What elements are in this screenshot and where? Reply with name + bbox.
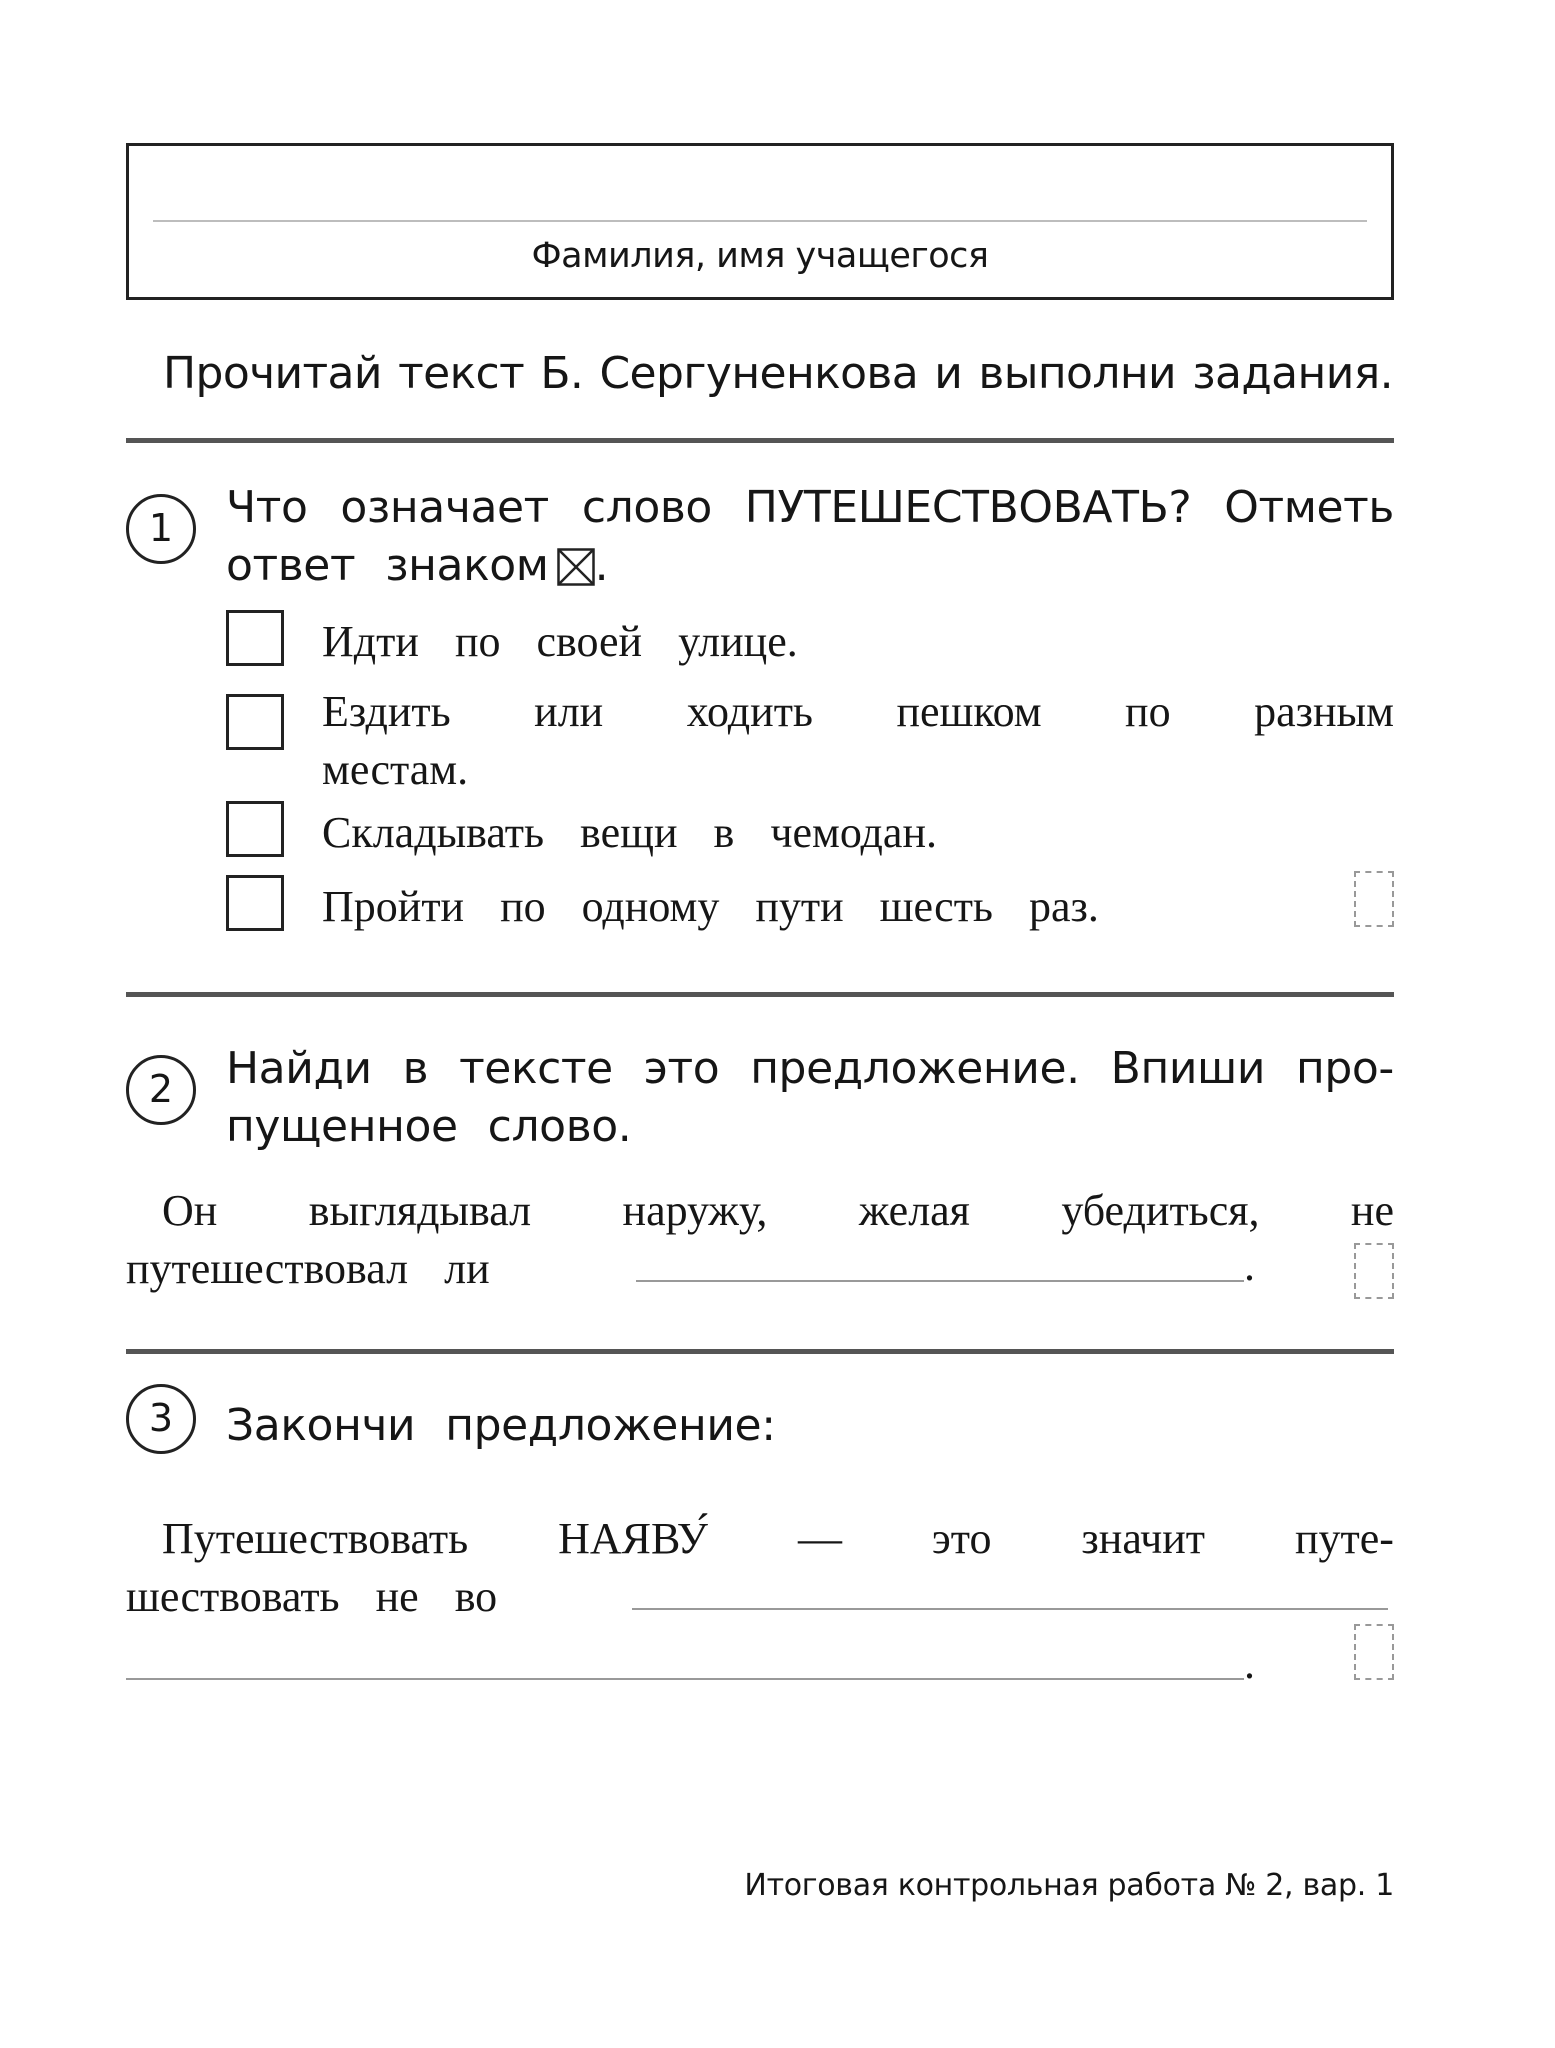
task-2-question: Найди в тексте это предложение. Впиши про- пущенное слово.	[226, 1042, 1394, 1152]
option-1-checkbox[interactable]	[226, 610, 284, 666]
task-1-score-box[interactable]	[1354, 871, 1394, 927]
task-3-answer-line-2[interactable]	[126, 1678, 1244, 1680]
student-name-line	[153, 220, 1367, 222]
option-4-text: Пройти по одному пути шесть раз.	[322, 881, 1099, 931]
option-2-text: Ездить или ходить пешком по разным местам.	[322, 686, 1394, 794]
option-1-text: Идти по своей улице.	[322, 616, 798, 666]
cross-mark-box-icon	[557, 548, 595, 586]
footer-text: Итоговая контрольная работа № 2, вар. 1	[744, 1868, 1394, 1903]
option-4-checkbox[interactable]	[226, 875, 284, 931]
task-2-answer-line[interactable]	[636, 1280, 1244, 1282]
option-2-checkbox[interactable]	[226, 694, 284, 750]
task-3-answer-line-1[interactable]	[632, 1608, 1388, 1610]
task-3-number: 3	[126, 1384, 196, 1454]
section-divider-1	[126, 438, 1394, 443]
option-3-text: Складывать вещи в чемодан.	[322, 807, 938, 857]
task-2-sentence: Он выглядывал наружу, желая убедиться, не путешествовал ли	[126, 1185, 1394, 1293]
instruction-text: Прочитай текст Б. Сергуненкова и выполни задания.	[163, 348, 1393, 399]
section-divider-3	[126, 1349, 1394, 1354]
student-name-box[interactable]	[126, 143, 1394, 300]
student-name-caption: Фамилия, имя учащегося	[531, 236, 989, 276]
option-3-checkbox[interactable]	[226, 801, 284, 857]
task-3-period: .	[1244, 1639, 1255, 1688]
task-1-number: 1	[126, 494, 196, 564]
task-3-score-box[interactable]	[1354, 1624, 1394, 1680]
task-2-score-box[interactable]	[1354, 1243, 1394, 1299]
task-2-number: 2	[126, 1055, 196, 1125]
task-1-question: Что означает слово ПУТЕШЕСТВОВАТЬ? Отметь ответ знаком .	[226, 481, 1394, 591]
task-3-sentence: Путешествовать НАЯВУ́ — это значит путе- шествовать не во	[126, 1513, 1394, 1621]
task-3-question: Закончи предложение:	[226, 1399, 776, 1451]
task-2-period: .	[1244, 1241, 1255, 1290]
section-divider-2	[126, 992, 1394, 997]
